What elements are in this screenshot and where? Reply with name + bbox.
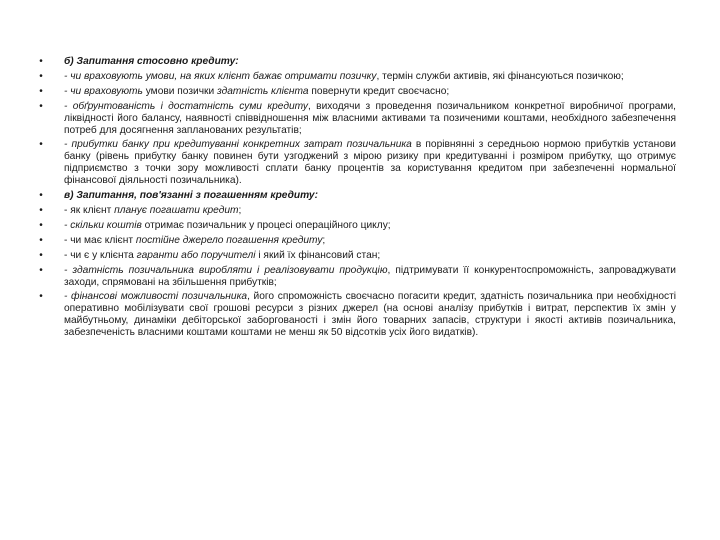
- emphasis-text: планує погашати кредит: [114, 204, 239, 216]
- bullet-icon: •: [39, 291, 43, 303]
- bullet-icon: •: [39, 70, 43, 82]
- body-text: - чи має клієнт: [64, 234, 136, 246]
- body-text: , підтримувати її конкурентоспроможність, запроваджувати заходи, спрямовані на збільшення прибутків;: [64, 264, 676, 288]
- bullet-icon: •: [39, 85, 43, 97]
- emphasis-text: - чи враховують: [64, 85, 143, 97]
- bullet-icon: •: [39, 190, 43, 202]
- emphasis-text: - скільки коштів: [64, 219, 142, 231]
- list-item: [36, 250, 676, 262]
- emphasis-text: - прибутки банку при кредитуванні конкретних затрат позичальника: [64, 139, 412, 151]
- list-item: [36, 71, 676, 83]
- section-heading: б) Запитання стосовно кредиту:: [64, 56, 239, 67]
- body-text: умови позички: [142, 85, 218, 97]
- body-text: ;: [322, 234, 326, 246]
- body-text: в порівнянні з середньою нормою прибутків установи банку (рівень прибутку банку повинен бути узгоджений з мірою ризику при кредитуванні і розміром прибутку, що отримує підприємство з точки зору можливості сплати банку процентів за користування кредитом при забезпеченні нормальної фінансової діяльності позичальника).: [64, 139, 676, 187]
- list-item: [36, 190, 676, 202]
- list-item: [36, 86, 676, 98]
- body-text: - як клієнт: [64, 204, 115, 216]
- bullet-icon: •: [39, 56, 43, 67]
- body-text: - чи є у клієнта: [64, 249, 137, 261]
- emphasis-text: постійне джерело погашення кредиту: [135, 234, 323, 246]
- body-text: , його спроможність своєчасно погасити кредит, здатність позичальника при необхідності оперативно мобілізувати свої грошові ресурси з різних джерел (на основі аналізу прибутків і витрат, перспектив їх змін у майбутньому, динаміки дебіторської заборгованості і змін його товарних запасів, структури і якості активів позичальника, забезпеченість власними коштами коштами не менш як 50 відсотків усіх його видатків).: [64, 291, 677, 339]
- body-text: і який їх фінансовий стан;: [255, 249, 381, 261]
- list-item: [36, 291, 676, 339]
- body-text: ;: [238, 204, 242, 216]
- list-item: [36, 101, 676, 137]
- list-item: [36, 220, 676, 232]
- bullet-icon: •: [39, 204, 43, 216]
- bullet-icon: •: [39, 219, 43, 231]
- list-item: [36, 205, 676, 217]
- bullet-icon: •: [39, 249, 43, 261]
- section-heading: в) Запитання, пов'язанні з погашенням кредиту:: [64, 190, 318, 202]
- bullet-icon: •: [39, 264, 43, 276]
- body-text: повернути кредит своєчасно;: [308, 85, 450, 97]
- body-text: , термін служби активів, які фінансуються позичкою;: [376, 70, 624, 82]
- emphasis-text: - чи враховують умови, на яких клієнт бажає отримати позичку: [64, 70, 377, 82]
- list-item: [36, 56, 676, 68]
- emphasis-text: - здатність позичальника виробляти і реалізовувати продукцію: [64, 264, 388, 276]
- bullet-icon: •: [39, 139, 43, 151]
- body-text: отримає позичальник у процесі операційного циклу;: [141, 219, 391, 231]
- emphasis-text: - обґрунтованість і достатність суми кредиту: [64, 100, 308, 112]
- bullet-list: [36, 56, 676, 342]
- list-item: [36, 235, 676, 247]
- list-item: [36, 265, 676, 289]
- emphasis-text: гаранти або поручителі: [136, 249, 256, 261]
- emphasis-text: - фінансові можливості позичальника: [64, 291, 248, 303]
- list-item: [36, 139, 676, 187]
- bullet-icon: •: [39, 234, 43, 246]
- body-text: , виходячи з проведення позичальником конкретної виробничої програми, ліквідності його балансу, наявності співвідношення між власними активами та позиченими коштами, необхідного забезпечення потреб для досягнення запланованих результатів;: [64, 100, 676, 136]
- emphasis-text: здатність клієнта: [217, 85, 309, 97]
- bullet-icon: •: [39, 100, 43, 112]
